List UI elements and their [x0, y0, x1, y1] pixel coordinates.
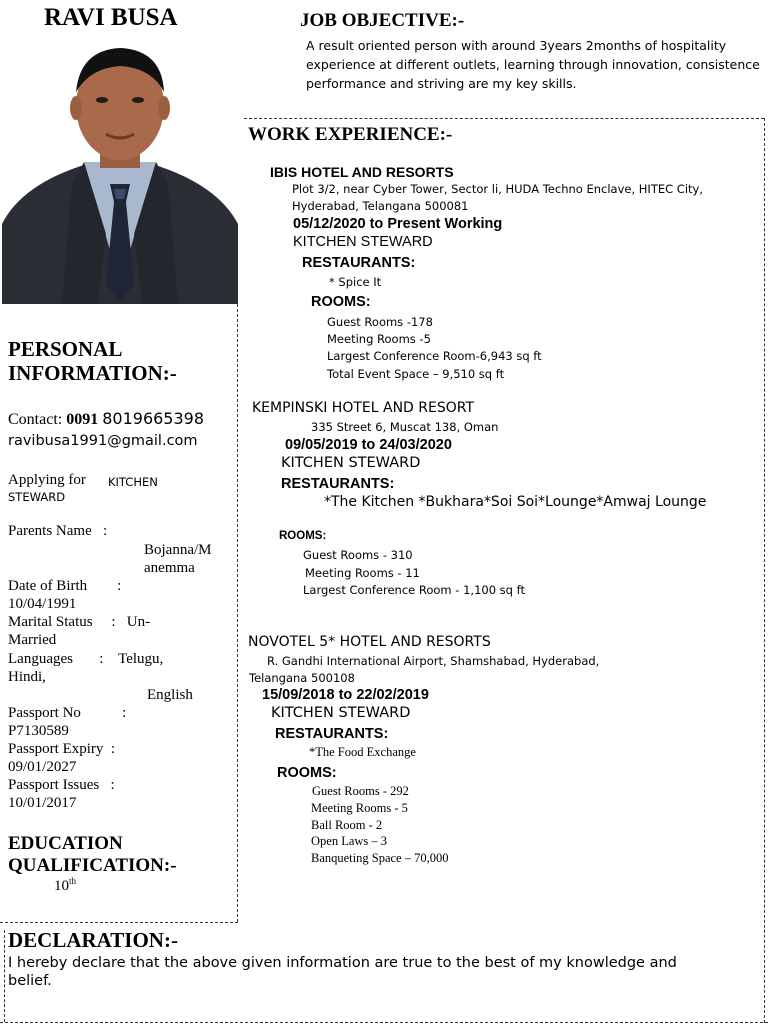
education-grade-suffix: th — [69, 876, 77, 886]
job-company: IBIS HOTEL AND RESORTS — [270, 164, 454, 180]
declaration-text — [8, 954, 758, 990]
room-item: Guest Rooms - 310 — [303, 548, 413, 562]
room-item: Total Event Space – 9,510 sq ft — [327, 367, 505, 381]
room-item: Guest Rooms -178 — [327, 315, 433, 329]
job-company: KEMPINSKI HOTEL AND RESORT — [252, 400, 475, 416]
rooms-label: ROOMS: — [277, 765, 337, 781]
work-top-rule — [244, 118, 764, 119]
profile-photo — [2, 34, 238, 304]
parents-value: Bojanna/M — [144, 542, 212, 558]
parents-value: anemma — [144, 560, 195, 576]
declaration-line: belief. — [8, 973, 52, 989]
issues-label: Passport Issues : — [8, 777, 115, 793]
passport-value: P7130589 — [8, 723, 69, 739]
personal-heading-line1: PERSONAL — [8, 337, 123, 361]
education-heading — [8, 833, 177, 877]
room-item: Largest Conference Room-6,943 sq ft — [327, 349, 542, 363]
room-item: Meeting Rooms - 5 — [311, 801, 408, 815]
contact-label: Contact: — [8, 411, 63, 428]
restaurants-label: RESTAURANTS: — [302, 255, 416, 271]
left-column-bottom-rule — [0, 922, 238, 923]
restaurants-list: *The Food Exchange — [309, 745, 416, 759]
room-item: Banqueting Space – 70,000 — [311, 851, 449, 865]
languages-value: Hindi, — [8, 669, 46, 685]
rooms-label: ROOMS: — [311, 294, 371, 310]
applying-value: STEWARD — [8, 490, 66, 504]
education-grade: 10 — [54, 878, 69, 894]
education-value — [54, 876, 76, 895]
email: ravibusa1991@gmail.com — [8, 433, 198, 449]
applying-label: Applying for — [8, 472, 86, 488]
left-column-divider — [237, 304, 238, 922]
declaration-left-rule — [4, 930, 5, 1022]
declaration-line: I hereby declare that the above given information are true to the best of my knowledge and — [8, 955, 677, 971]
personal-heading — [8, 337, 177, 385]
job-address: Hyderabad, Telangana 500081 — [292, 199, 469, 213]
job-address: 335 Street 6, Muscat 138, Oman — [311, 420, 499, 434]
contact-number: 8019665398 — [102, 409, 205, 428]
objective-heading: JOB OBJECTIVE:- — [300, 10, 465, 31]
restaurants-list: *The Kitchen *Bukhara*Soi Soi*Lounge*Amwaj Lounge — [324, 494, 707, 510]
objective-line: A result oriented person with around 3years 2months of hospitality — [306, 38, 727, 53]
personal-heading-line2: INFORMATION:- — [8, 361, 177, 385]
portrait-illustration — [2, 34, 238, 304]
room-item: Ball Room - 2 — [311, 818, 383, 832]
objective-line: performance and striving are my key skills. — [306, 76, 577, 91]
contact-code: 0091 — [66, 411, 99, 428]
declaration-heading: DECLARATION:- — [8, 928, 178, 952]
rooms-label: ROOMS: — [279, 530, 327, 542]
contact-row — [8, 409, 204, 429]
right-frame-line — [764, 118, 765, 1023]
dob-value: 10/04/1991 — [8, 596, 77, 612]
expiry-value: 09/01/2027 — [8, 759, 77, 775]
education-heading-line1: EDUCATION — [8, 833, 123, 854]
marital-label: Marital Status : Un- — [8, 614, 151, 630]
room-item: Open Laws – 3 — [311, 834, 388, 848]
passport-label: Passport No : — [8, 705, 127, 721]
room-item: Largest Conference Room - 1,100 sq ft — [303, 583, 525, 597]
languages-label: Languages : Telugu, — [8, 651, 164, 667]
room-item: Meeting Rooms - 11 — [305, 566, 420, 580]
languages-value: English — [147, 687, 193, 703]
job-dates: 09/05/2019 to 24/03/2020 — [285, 437, 452, 453]
bottom-rule — [0, 1022, 768, 1023]
parents-label: Parents Name : — [8, 523, 108, 539]
room-item: Guest Rooms - 292 — [312, 784, 409, 798]
issues-value: 10/01/2017 — [8, 795, 77, 811]
objective-line: experience at different outlets, learning through innovation, consistence — [306, 57, 760, 72]
expiry-label: Passport Expiry : — [8, 741, 116, 757]
job-role: KITCHEN STEWARD — [293, 234, 433, 250]
applying-value: KITCHEN — [108, 475, 158, 489]
job-role: KITCHEN STEWARD — [281, 455, 421, 471]
dob-label: Date of Birth : — [8, 578, 122, 594]
objective-text — [306, 36, 766, 93]
restaurants-label: RESTAURANTS: — [275, 726, 389, 742]
restaurants-list: * Spice It — [329, 275, 382, 289]
job-address: Plot 3/2, near Cyber Tower, Sector li, HUDA Techno Enclave, HITEC City, — [292, 182, 703, 196]
job-company: NOVOTEL 5* HOTEL AND RESORTS — [248, 634, 491, 650]
job-dates: 15/09/2018 to 22/02/2019 — [262, 687, 429, 703]
job-dates: 05/12/2020 to Present Working — [293, 216, 503, 232]
job-address: R. Gandhi International Airport, Shamshabad, Hyderabad, — [267, 654, 600, 668]
education-heading-line2: QUALIFICATION:- — [8, 855, 177, 876]
candidate-name: RAVI BUSA — [44, 4, 178, 31]
job-role: KITCHEN STEWARD — [271, 705, 411, 721]
job-address: Telangana 500108 — [249, 671, 355, 685]
room-item: Meeting Rooms -5 — [327, 332, 431, 346]
marital-value: Married — [8, 632, 57, 648]
restaurants-label: RESTAURANTS: — [281, 476, 395, 492]
work-heading: WORK EXPERIENCE:- — [248, 124, 453, 145]
